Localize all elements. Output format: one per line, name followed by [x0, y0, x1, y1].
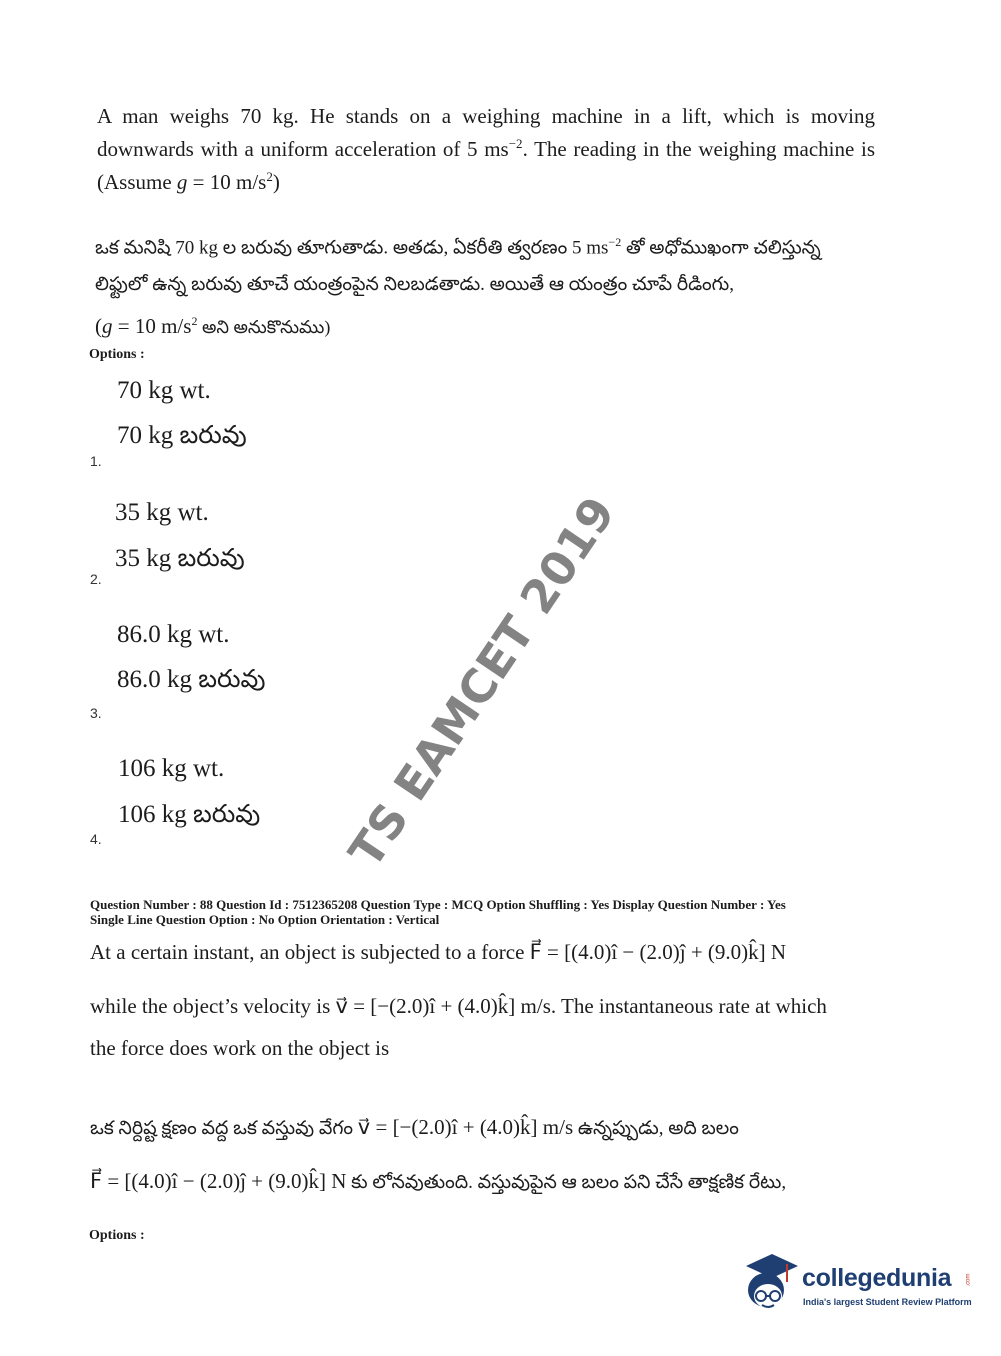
question-telugu [95, 224, 880, 346]
option-4-english[interactable]: 106 kg wt. [118, 755, 225, 782]
option-3-number: 3. [90, 705, 102, 721]
logo-domain: .com [965, 1273, 972, 1287]
option-2-english[interactable]: 35 kg wt. [115, 499, 209, 526]
option-2-telugu[interactable]: 35 kg బరువు [115, 545, 245, 572]
option-3-english[interactable]: 86.0 kg wt. [117, 621, 230, 648]
option-2-number: 2. [90, 571, 102, 587]
watermark: TS EAMCET 2019 [338, 487, 626, 877]
question-english: A man weighs 70 kg. He stands on a weighing machine in a lift, which is moving downwards with a uniform acceleration of 5 $ms^{-2}$. The reading in the weighing machine is (Assume g = 10 $m/s^2$) [97, 104, 875, 194]
mascot-icon [742, 1248, 802, 1318]
question-metadata [90, 897, 890, 927]
metadata-line-2: Single Line Question Option : No Option Orientation : Vertical [90, 912, 440, 927]
collegedunia-logo [742, 1248, 972, 1318]
options-label: Options : [89, 347, 145, 362]
option-1-number: 1. [90, 453, 102, 469]
telugu-line-1: ఒక మనిషి 70 kg ల బరువు తూగుతాడు. అతడు, ఏకరీతి త్వరణం 5 $ms^{-2}$ తో అధోముఖంగా చలిస్తున్న [95, 235, 821, 259]
question2-line-3: the force does work on the object is [90, 1036, 390, 1060]
telugu-force-vector: F⃗ = [(4.0)î − (2.0)ĵ + (9.0)k̂] N [90, 1169, 347, 1193]
option-3-telugu[interactable]: 86.0 kg బరువు [117, 666, 266, 693]
option-4-number: 4. [90, 831, 102, 847]
force-vector: F⃗ = [(4.0)î − (2.0)ĵ + (9.0)k̂] N [529, 940, 787, 964]
telugu-line-2: లిఫ్టులో ఉన్న బరువు తూచే యంత్రంపైన నిలబడతాడు. అయితే ఆ యంత్రం చూపే రీడింగు, [95, 274, 734, 296]
option-4-telugu[interactable]: 106 kg బరువు [118, 801, 261, 828]
option-1-english[interactable]: 70 kg wt. [117, 377, 211, 404]
question2-telugu-line-1: ఒక నిర్దిష్ట క్షణం వద్ద ఒక వస్తువు వేగం v⃗ = [−(2.0)î + (4.0)k̂] m/s ఉన్నప్పుడు, అది బలం [90, 1115, 739, 1139]
logo-name: collegedunia [802, 1264, 952, 1292]
telugu-line-3: (g = 10 $m/s^2$ అని అనుకొనుము) [95, 314, 331, 339]
metadata-line-1: Question Number : 88 Question Id : 7512365208 Question Type : MCQ Option Shuffling : Yes Display Question Number : Yes [90, 897, 786, 912]
logo-tagline: India's largest Student Review Platform [803, 1297, 972, 1307]
velocity-vector: v⃗ = [−(2.0)î + (4.0)k̂] m/s [335, 994, 551, 1018]
option-1-telugu[interactable]: 70 kg బరువు [117, 422, 247, 449]
telugu-velocity-vector: v⃗ = [−(2.0)î + (4.0)k̂] m/s [357, 1115, 574, 1139]
question2-line-2: while the object’s velocity is v⃗ = [−(2.0)î + (4.0)k̂] m/s. The instantaneous rate at which [90, 994, 827, 1018]
options-label-2: Options : [89, 1228, 145, 1243]
question2-telugu-line-2: F⃗ = [(4.0)î − (2.0)ĵ + (9.0)k̂] N కు లోనవుతుంది. వస్తువుపైన ఆ బలం పని చేసే తాక్షణిక రేటు, [90, 1169, 787, 1193]
question2-line-1: At a certain instant, an object is subjected to a force F⃗ = [(4.0)î − (2.0)ĵ + (9.0)k̂] N [90, 940, 787, 964]
